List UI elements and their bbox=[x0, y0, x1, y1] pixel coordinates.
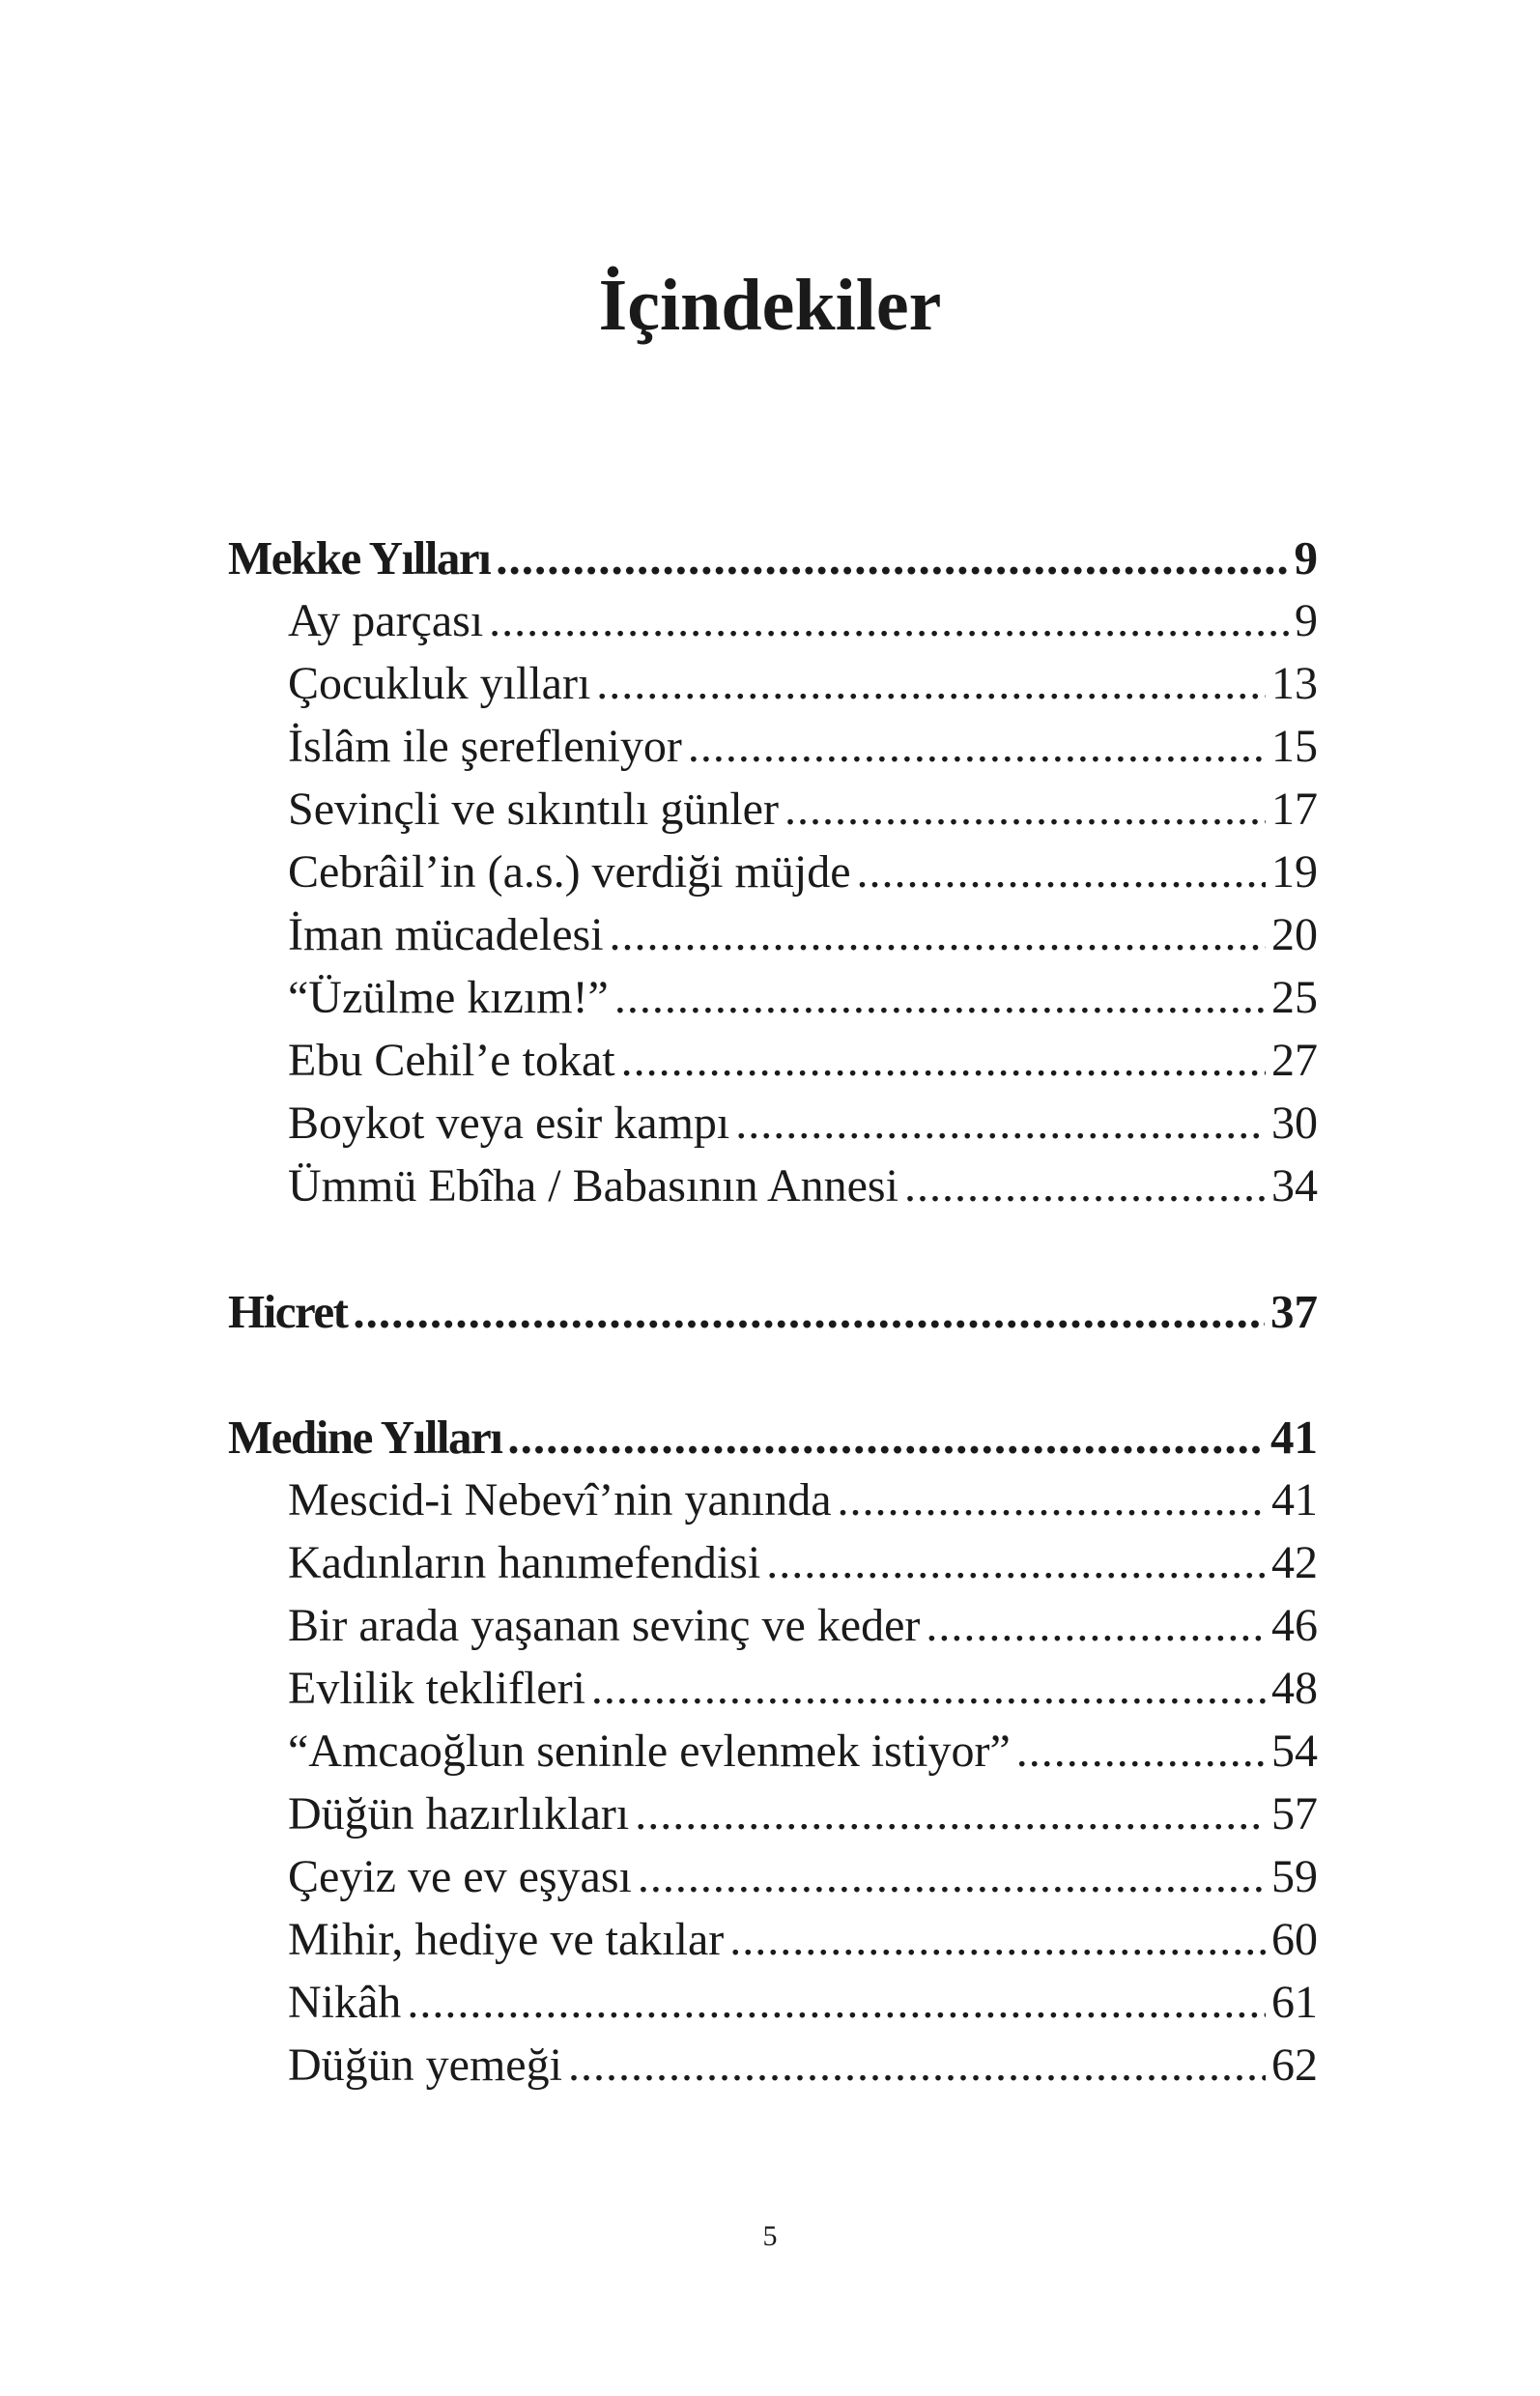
dot-leader bbox=[784, 778, 1266, 841]
toc-page-number: 60 bbox=[1271, 1914, 1318, 1965]
toc-entry[interactable] bbox=[228, 652, 1318, 715]
toc-section-title: Medine Yılları bbox=[228, 1411, 502, 1464]
toc-entry[interactable] bbox=[228, 1908, 1318, 1971]
toc-page-number: 30 bbox=[1271, 1098, 1318, 1149]
toc-entry[interactable] bbox=[228, 715, 1318, 778]
toc-page-number: 9 bbox=[1295, 595, 1318, 646]
toc-entry-title: Çeyiz ve ev eşyası bbox=[288, 1851, 632, 1902]
toc-section-heading[interactable] bbox=[228, 527, 1318, 589]
toc-entry[interactable] bbox=[228, 1657, 1318, 1720]
toc-entry[interactable] bbox=[228, 1845, 1318, 1908]
toc-entry[interactable] bbox=[228, 1971, 1318, 2034]
dot-leader bbox=[596, 652, 1266, 715]
toc-entry[interactable] bbox=[228, 1531, 1318, 1594]
page-title: İçindekiler bbox=[598, 265, 942, 346]
toc-entry-title: Sevinçli ve sıkıntılı günler bbox=[288, 784, 779, 835]
toc-entry[interactable] bbox=[228, 778, 1318, 841]
dot-leader bbox=[735, 1092, 1266, 1155]
toc-entry-title: Mihir, hediye ve takılar bbox=[288, 1914, 725, 1965]
toc-entry-title: Çocukluk yılları bbox=[288, 658, 591, 709]
dot-leader bbox=[926, 1594, 1266, 1657]
dot-leader bbox=[407, 1971, 1266, 2034]
dot-leader bbox=[353, 1280, 1265, 1343]
dot-leader bbox=[766, 1531, 1266, 1594]
dot-leader bbox=[568, 2034, 1266, 2096]
toc-section-title: Hicret bbox=[228, 1285, 348, 1338]
toc-entry-title: İslâm ile şerefleniyor bbox=[288, 721, 682, 772]
toc-entry-title: Nikâh bbox=[288, 1977, 402, 2028]
toc-entry[interactable] bbox=[228, 1155, 1318, 1217]
toc-entry-title: Kadınların hanımefendisi bbox=[288, 1537, 761, 1588]
toc-section-heading[interactable] bbox=[228, 1406, 1318, 1469]
dot-leader bbox=[1016, 1720, 1266, 1783]
dot-leader bbox=[507, 1406, 1265, 1469]
toc-page-number: 41 bbox=[1271, 1474, 1318, 1526]
toc-page-number: 48 bbox=[1271, 1663, 1318, 1714]
toc-entry-title: Düğün hazırlıkları bbox=[288, 1788, 630, 1840]
dot-leader bbox=[638, 1845, 1266, 1908]
toc-page-number: 41 bbox=[1270, 1411, 1318, 1464]
toc-entry-title: Mescid-i Nebevî’nin yanında bbox=[288, 1474, 832, 1526]
toc-page-number: 42 bbox=[1271, 1537, 1318, 1588]
toc-entry-title: Bir arada yaşanan sevinç ve keder bbox=[288, 1600, 921, 1651]
toc-page-number: 25 bbox=[1271, 972, 1318, 1023]
toc-entry-title: İman mücadelesi bbox=[288, 909, 604, 960]
toc-page-number: 9 bbox=[1294, 531, 1318, 585]
dot-leader bbox=[729, 1908, 1266, 1971]
dot-leader bbox=[621, 1029, 1266, 1092]
toc-section-heading[interactable] bbox=[228, 1280, 1318, 1343]
toc-entry[interactable] bbox=[228, 1469, 1318, 1531]
toc-entry[interactable] bbox=[228, 1720, 1318, 1783]
toc-page-number: 20 bbox=[1271, 909, 1318, 960]
toc-page-number: 37 bbox=[1270, 1285, 1318, 1338]
toc-section-title: Mekke Yılları bbox=[228, 531, 491, 585]
section-spacer bbox=[228, 1217, 1318, 1280]
toc-page-number: 57 bbox=[1271, 1788, 1318, 1840]
dot-leader bbox=[614, 966, 1266, 1029]
toc-entry[interactable] bbox=[228, 1783, 1318, 1845]
dot-leader bbox=[591, 1657, 1266, 1720]
toc-entry[interactable] bbox=[228, 589, 1318, 652]
toc-page-number: 61 bbox=[1271, 1977, 1318, 2028]
toc-page-number: 17 bbox=[1271, 784, 1318, 835]
toc-entry-title: Düğün yemeği bbox=[288, 2039, 562, 2091]
toc-entry-title: Ebu Cehil’e tokat bbox=[288, 1035, 615, 1086]
toc-entry-title: Cebrâil’in (a.s.) verdiği müjde bbox=[288, 846, 851, 898]
toc-entry-title: “Üzülme kızım!” bbox=[288, 972, 609, 1023]
toc-entry-title: Ay parçası bbox=[288, 595, 484, 646]
toc-page-number: 19 bbox=[1271, 846, 1318, 898]
toc-entry[interactable] bbox=[228, 966, 1318, 1029]
toc-entry-title: Boykot veya esir kampı bbox=[288, 1098, 730, 1149]
dot-leader bbox=[635, 1783, 1266, 1845]
toc-entry[interactable] bbox=[228, 1594, 1318, 1657]
toc-entry-title: “Amcaoğlun seninle evlenmek istiyor” bbox=[288, 1726, 1011, 1777]
toc-entry-title: Evlilik teklifleri bbox=[288, 1663, 585, 1714]
page-number: 5 bbox=[762, 2220, 778, 2252]
toc-entry[interactable] bbox=[228, 841, 1318, 903]
toc-page-number: 59 bbox=[1271, 1851, 1318, 1902]
dot-leader bbox=[489, 589, 1289, 652]
toc-page-number: 15 bbox=[1271, 721, 1318, 772]
toc-page-number: 27 bbox=[1271, 1035, 1318, 1086]
toc-page-number: 46 bbox=[1271, 1600, 1318, 1651]
toc-page-number: 54 bbox=[1271, 1726, 1318, 1777]
toc-entry[interactable] bbox=[228, 2034, 1318, 2096]
dot-leader bbox=[904, 1155, 1266, 1217]
section-spacer bbox=[228, 1343, 1318, 1406]
table-of-contents bbox=[228, 527, 1318, 2096]
toc-entry[interactable] bbox=[228, 1092, 1318, 1155]
toc-page-number: 34 bbox=[1271, 1160, 1318, 1212]
dot-leader bbox=[496, 527, 1288, 589]
toc-page-number: 62 bbox=[1271, 2039, 1318, 2091]
dot-leader bbox=[688, 715, 1266, 778]
dot-leader bbox=[610, 903, 1266, 966]
toc-entry-title: Ümmü Ebîha / Babasının Annesi bbox=[288, 1160, 898, 1212]
toc-entry[interactable] bbox=[228, 903, 1318, 966]
toc-page-number: 13 bbox=[1271, 658, 1318, 709]
dot-leader bbox=[857, 841, 1267, 903]
toc-entry[interactable] bbox=[228, 1029, 1318, 1092]
dot-leader bbox=[838, 1469, 1267, 1531]
